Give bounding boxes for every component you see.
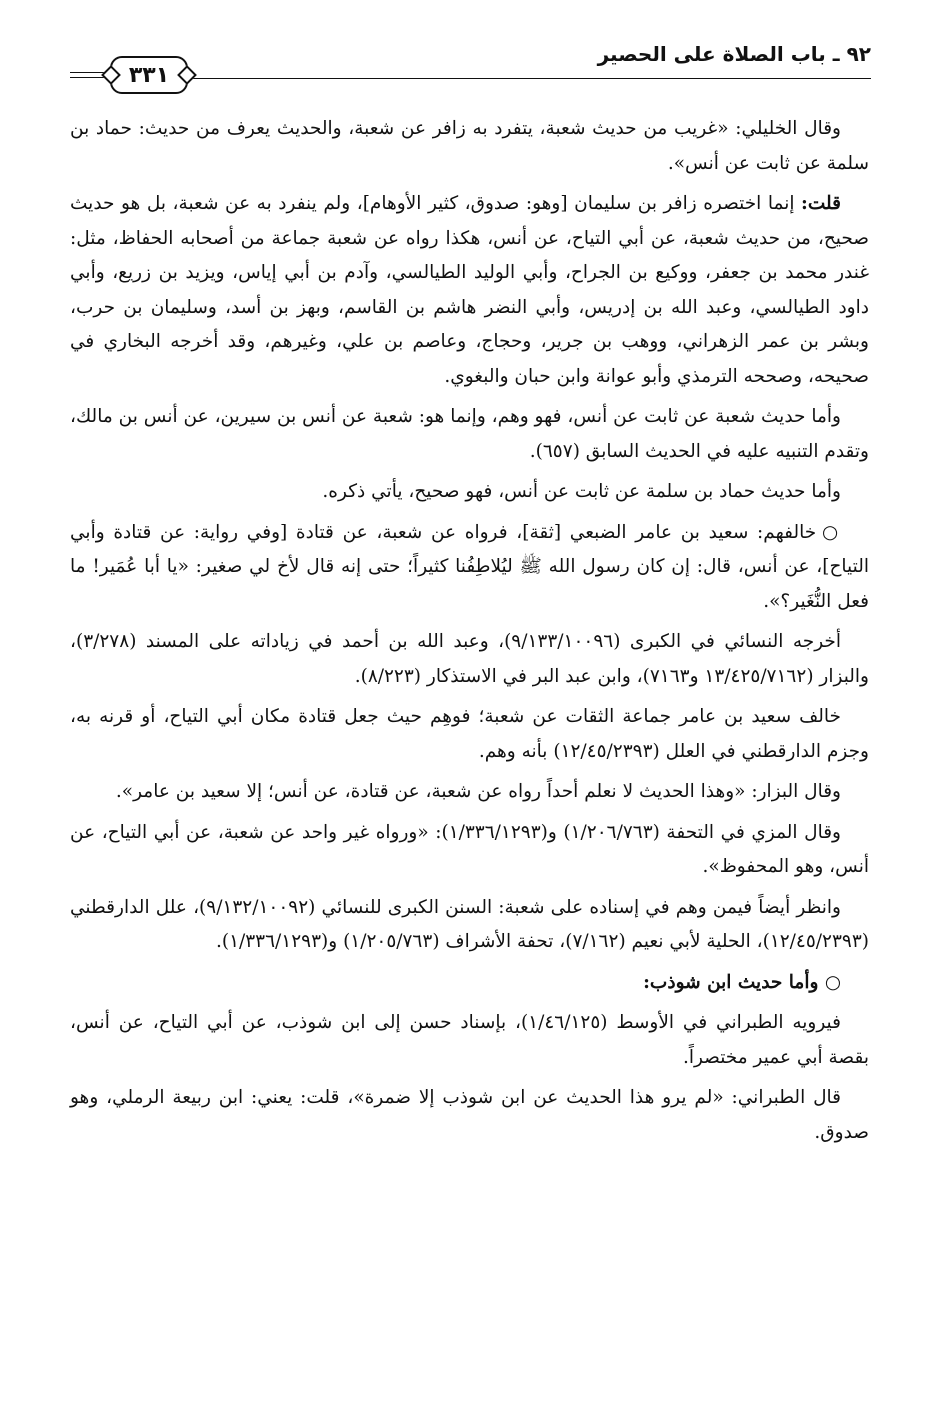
paragraph-text: أخرجه النسائي في الكبرى (٩/١٣٣/١٠٠٩٦)، وعبد الله بن أحمد في زياداته على المسند (٣/٢٧٨)، والبزار (١٣/٤٢٥/٧١٦٢ و٧١٦٣)، وابن عبد البر في الاستذكار (٨/٢٢٣). [70, 631, 869, 687]
paragraph-text: وأما حديث حماد بن سلمة عن ثابت عن أنس، فهو صحيح، يأتي ذكره. [322, 481, 841, 502]
bullet-lead: ○ [822, 521, 841, 543]
section-heading [70, 966, 869, 1001]
paragraph [70, 1006, 869, 1075]
paragraph-lead: قلت: [801, 193, 841, 214]
paragraph [70, 891, 869, 960]
paragraph [70, 112, 869, 181]
paragraph [70, 700, 869, 769]
paragraph [70, 516, 869, 620]
paragraph [70, 816, 869, 885]
header-rule [182, 78, 871, 79]
page-body [70, 112, 869, 1156]
paragraph-text: وأما حديث شعبة عن ثابت عن أنس، فهو وهم، وإنما هو: شعبة عن أنس بن سيرين، عن أنس بن مالك، وتقدم التنبيه عليه في الحديث السابق (٦٥٧). [70, 406, 869, 462]
paragraph-text: وقال الخليلي: «غريب من حديث شعبة، يتفرد به زافر عن شعبة، والحديث يعرف من حديث: حماد بن سلمة عن ثابت عن أنس». [70, 118, 869, 174]
paragraph [70, 475, 869, 510]
bullet-lead: ○ وأما حديث ابن شوذب: [643, 971, 841, 993]
paragraph-text: وانظر أيضاً فيمن وهم في إسناده على شعبة: السنن الكبرى للنسائي (٩/١٣٢/١٠٠٩٢)، علل الدارقطني (١٢/٤٥/٢٣٩٣)، الحلية لأبي نعيم (٧/١٦٢)، تحفة الأشراف (١/٢٠٥/٧٦٣) و(١/٣٣٦/١٢٩٣). [70, 896, 869, 952]
paragraph [70, 1081, 869, 1150]
page-number: ٣٣١ [128, 62, 170, 88]
paragraph-text: إنما اختصره زافر بن سليمان [وهو: صدوق، كثير الأوهام]، ولم ينفرد به عن شعبة، بل هو حديث صحيح، من حديث شعبة، عن أبي التياح، عن أنس، هكذا رواه عن شعبة جماعة من أصحابه الحفاظ، مثل: غندر محمد بن جعفر، ووكيع بن الجراح، وأبي الوليد الطيالسي، وآدم بن أبي إياس، ويزيد بن زريع، وأبي داود الطيالسي، وعبد الله بن إدريس، وأبي النضر هاشم بن القاسم، وبهز بن أسد، وسليمان بن حرب، وبشر بن عمر الزهراني، ووهب بن جرير، وحجاج، وعاصم بن علي، وغيرهم، وقد أخرجه البخاري في صحيحه، وصححه الترمذي وأبو عوانة وابن حبان والبغوي. [70, 193, 869, 387]
paragraph [70, 625, 869, 694]
paragraph [70, 400, 869, 469]
paragraph-text: قال الطبراني: «لم يرو هذا الحديث عن ابن شوذب إلا ضمرة»، قلت: يعني: ابن ربيعة الرملي، وهو صدوق. [70, 1087, 869, 1143]
paragraph-text: فيرويه الطبراني في الأوسط (١/٤٦/١٢٥)، بإسناد حسن إلى ابن شوذب، عن أبي التياح، عن أنس، بقصة أبي عمير مختصراً. [70, 1012, 869, 1068]
page-header [70, 26, 871, 98]
paragraph [70, 775, 869, 810]
paragraph [70, 187, 869, 394]
paragraph-text: خالف سعيد بن عامر جماعة الثقات عن شعبة؛ فوهِم حيث جعل قتادة مكان أبي التياح، أو قرنه به، وجزم الدارقطني في العلل (١٢/٤٥/٢٣٩٣) بأنه وهم. [70, 706, 869, 762]
paragraph-text: خالفهم: سعيد بن عامر الضبعي [ثقة]، فرواه عن شعبة، عن قتادة [وفي رواية: عن قتادة وأبي التياح]، عن أنس، قال: إن كان رسول الله ﷺ ليُلاطِفُنا كثيراً؛ حتى إنه قال لأخ لي صغير: «يا أبا عُمَير! ما فعل النُّغَير؟». [70, 521, 869, 612]
paragraph-text: وقال البزار: «وهذا الحديث لا نعلم أحداً رواه عن شعبة، عن قتادة، عن أنس؛ إلا سعيد بن عامر». [115, 781, 841, 802]
paragraph-text: وقال المزي في التحفة (١/٢٠٦/٧٦٣) و(١/٣٣٦/١٢٩٣): «ورواه غير واحد عن شعبة، عن أبي التياح، عن أنس، وهو المحفوظ». [70, 821, 869, 877]
running-head: ٩٢ ـ باب الصلاة على الحصير [597, 42, 871, 66]
page-number-badge [110, 56, 188, 94]
